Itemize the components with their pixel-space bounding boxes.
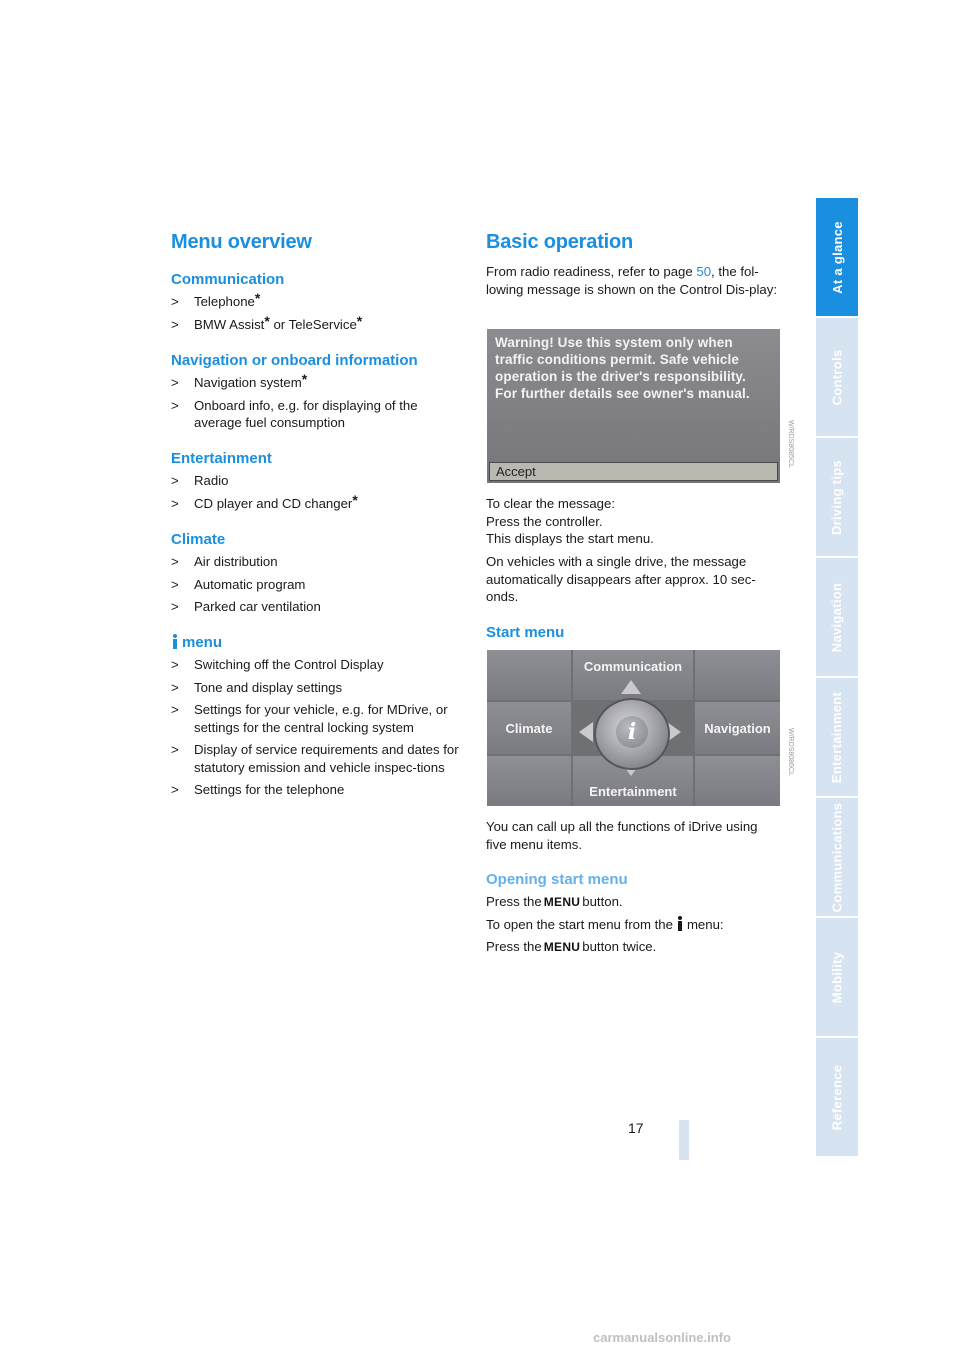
arrow-up-icon <box>621 680 641 694</box>
list-item: > Parked car ventilation <box>171 599 321 614</box>
heading-start-menu: Start menu <box>486 624 565 641</box>
star-icon: * <box>254 290 261 306</box>
warning-line: traffic conditions permit. Safe vehicle <box>495 352 739 367</box>
single-drive-paragraph: On vehicles with a single drive, the message automatically disappears after approx. 10 sec-onds. <box>486 554 756 604</box>
list-communication <box>171 290 466 338</box>
heading-communication: Communication <box>171 271 285 288</box>
image-id: W/RDS8085CL <box>787 420 794 468</box>
press-menu-line: Press the MENU button. <box>486 893 786 912</box>
star-icon: * <box>352 491 358 508</box>
image-id: W/RDS8086CL <box>787 728 794 776</box>
page-link[interactable]: 50 <box>696 264 712 279</box>
call-up-paragraph: You can call up all the functions of iDrive using five menu items. <box>486 819 758 852</box>
list-item: > Navigation system* <box>171 371 308 390</box>
list-navigation <box>171 371 466 437</box>
heading-opening-start-menu: Opening start menu <box>486 871 628 888</box>
warning-line: For further details see owner's manual. <box>495 386 750 401</box>
tab-mobility[interactable]: Mobility <box>816 918 858 1036</box>
info-icon: i <box>616 716 648 748</box>
list-item: > Tone and display settings <box>171 679 343 695</box>
tab-communications[interactable]: Communications <box>816 798 858 916</box>
tab-reference[interactable]: Reference <box>816 1038 858 1156</box>
page-title-basic-operation: Basic operation <box>486 231 634 253</box>
list-item: > BMW Assist* or TeleService* <box>171 312 363 332</box>
heading-i-menu: menu <box>171 634 222 651</box>
tab-entertainment[interactable]: Entertainment <box>816 678 858 796</box>
chapter-sidebar <box>816 198 858 1160</box>
list-item: > Settings for the telephone <box>171 782 345 797</box>
footer-watermark: carmanualsonline.info <box>593 1330 731 1345</box>
clear-instructions: To clear the message: Press the controller. This displays the start menu. <box>486 496 654 546</box>
intro-paragraph: From radio readiness, refer to page 50, the fol-lowing message is shown on the Control Dis-play: <box>486 264 777 297</box>
list-item: > Switching off the Control Display <box>171 657 384 672</box>
warning-line: Warning! Use this system only when <box>495 335 733 350</box>
menu-item-entertainment: Entertainment <box>589 784 677 799</box>
page-number-bar <box>679 1120 689 1160</box>
list-entertainment <box>171 472 466 517</box>
heading-climate: Climate <box>171 531 226 548</box>
tab-at-a-glance[interactable]: At a glance <box>816 198 858 316</box>
menu-item-climate: Climate <box>505 721 553 736</box>
press-twice-line: Press the MENU button twice. <box>486 938 786 957</box>
arrow-left-icon <box>579 722 593 742</box>
list-item: > Air distribution <box>171 554 278 569</box>
list-item: > Telephone* <box>171 290 261 309</box>
menu-item-navigation: Navigation <box>704 721 771 736</box>
tab-controls[interactable]: Controls <box>816 318 858 436</box>
star-icon: * <box>264 312 270 329</box>
star-icon: * <box>301 371 308 387</box>
tab-driving-tips[interactable]: Driving tips <box>816 438 858 556</box>
list-item: > Radio <box>171 473 229 488</box>
list-item: > Automatic program <box>171 576 306 592</box>
warning-screen-image <box>487 329 780 483</box>
star-icon: * <box>356 312 363 329</box>
open-from-i-menu-line: To open the start menu from the menu: <box>486 917 724 932</box>
heading-navigation-onboard: Navigation or onboard information <box>171 352 418 369</box>
list-item: > Settings for your vehicle, e.g. for MDrive, or settings for the central locking system <box>171 702 448 735</box>
heading-entertainment: Entertainment <box>171 450 272 467</box>
page-title-menu-overview: Menu overview <box>171 231 312 253</box>
tab-navigation[interactable]: Navigation <box>816 558 858 676</box>
menu-button-icon: MENU <box>543 895 581 909</box>
menu-button-icon: MENU <box>543 940 581 954</box>
list-i-menu <box>171 656 466 804</box>
list-item: > CD player and CD changer* <box>171 491 358 511</box>
list-climate <box>171 553 466 621</box>
page-number: 17 <box>628 1120 644 1136</box>
start-menu-image <box>487 650 780 806</box>
menu-item-communication: Communication <box>583 659 683 674</box>
list-item: > Onboard info, e.g. for displaying of the average fuel consumption <box>171 397 418 430</box>
info-icon <box>171 634 179 649</box>
info-icon <box>676 916 684 931</box>
list-item: > Display of service requirements and dates for statutory emission and vehicle inspec-tions <box>171 742 459 775</box>
warning-line: operation is the driver's responsibility. <box>495 369 746 384</box>
controller-knob-icon <box>594 698 670 770</box>
accept-option: Accept <box>489 462 778 481</box>
